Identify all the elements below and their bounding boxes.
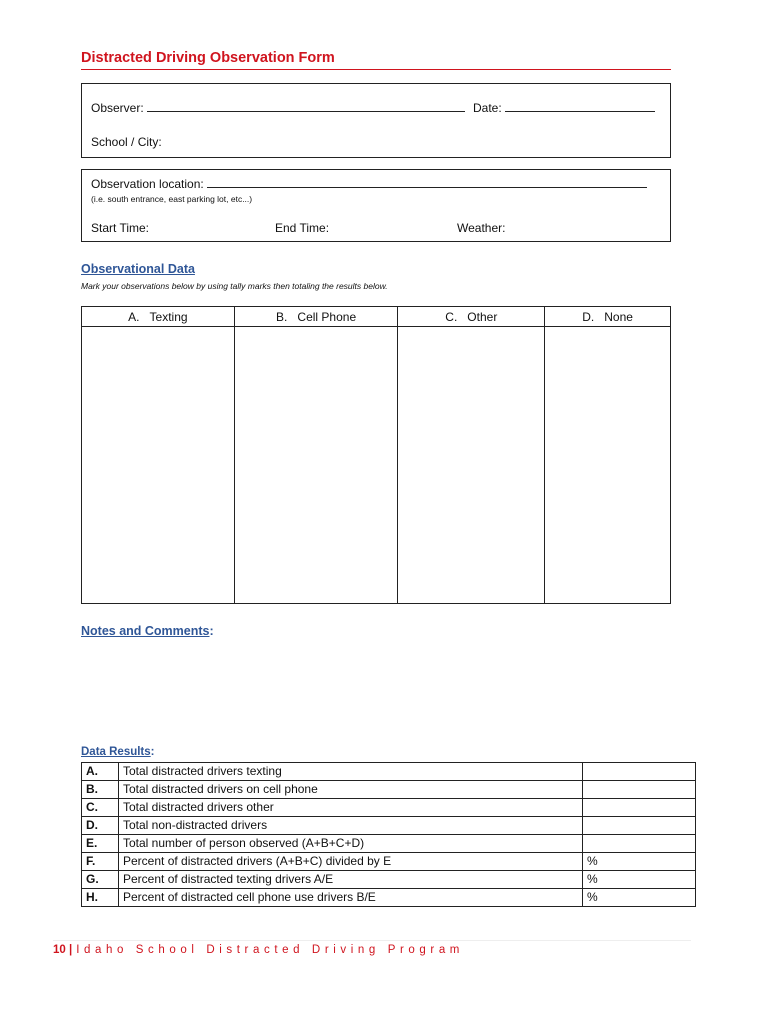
observational-instruction: Mark your observations below by using tally marks then totaling the results below. (81, 281, 388, 291)
results-row (82, 763, 696, 781)
observational-data-heading: Observational Data (81, 262, 195, 276)
observer-field[interactable] (91, 100, 465, 115)
page-footer (53, 944, 464, 956)
tally-cell-other[interactable] (398, 327, 545, 604)
location-hint: (i.e. south entrance, east parking lot, etc...) (91, 194, 253, 204)
row-value-cell[interactable]: % (583, 889, 696, 907)
page-number: 10 (53, 944, 66, 956)
row-letter: D. (82, 817, 119, 835)
observer-info-box (81, 83, 671, 158)
row-letter: B. (82, 781, 119, 799)
row-letter: H. (82, 889, 119, 907)
row-text: Percent of distracted cell phone use drivers B/E (119, 889, 583, 907)
column-label: Texting (149, 309, 188, 324)
row-letter: C. (82, 799, 119, 817)
weather-field[interactable] (457, 221, 505, 235)
tally-entry-row (82, 327, 671, 604)
row-value-cell[interactable] (583, 817, 696, 835)
row-text: Percent of distracted texting drivers A/E (119, 871, 583, 889)
column-label: Other (467, 309, 498, 324)
row-value-cell[interactable] (583, 763, 696, 781)
column-letter: B. (276, 309, 288, 324)
date-field[interactable] (473, 100, 655, 115)
end-time-field[interactable] (275, 221, 329, 235)
row-letter: G. (82, 871, 119, 889)
row-value-cell[interactable]: % (583, 853, 696, 871)
results-heading: Data Results (81, 746, 151, 758)
row-text: Total number of person observed (A+B+C+D) (119, 835, 583, 853)
location-blank (207, 176, 647, 188)
notes-heading-wrap (81, 624, 214, 638)
footer-program-name: Idaho School Distracted Driving Program (76, 944, 464, 956)
school-city-label: School / City: (91, 135, 162, 149)
tally-header-texting (82, 307, 235, 327)
column-letter: C. (445, 309, 458, 324)
row-letter: E. (82, 835, 119, 853)
notes-area[interactable] (81, 646, 671, 736)
page-title: Distracted Driving Observation Form (81, 49, 671, 70)
column-letter: A. (128, 309, 140, 324)
start-time-field[interactable] (91, 221, 149, 235)
tally-table (81, 306, 671, 604)
observation-location-box (81, 169, 671, 242)
row-value-cell[interactable] (583, 781, 696, 799)
start-time-label: Start Time: (91, 221, 150, 235)
tally-header-cell-phone (234, 307, 398, 327)
results-row (82, 835, 696, 853)
results-row (82, 853, 696, 871)
column-label: None (604, 309, 633, 324)
location-field[interactable] (91, 176, 647, 191)
tally-header-other (398, 307, 545, 327)
row-value-cell[interactable] (583, 799, 696, 817)
school-city-field[interactable] (91, 135, 162, 149)
results-colon: : (150, 746, 155, 758)
tally-cell-none[interactable] (545, 327, 671, 604)
tally-header-none (545, 307, 671, 327)
footer-separator: | (69, 944, 73, 956)
notes-heading: Notes and Comments (81, 624, 210, 638)
end-time-label: End Time: (275, 221, 330, 235)
row-value-cell[interactable]: % (583, 871, 696, 889)
row-text: Total distracted drivers other (119, 799, 583, 817)
row-text: Total distracted drivers on cell phone (119, 781, 583, 799)
column-label: Cell Phone (297, 309, 357, 324)
results-row (82, 817, 696, 835)
column-letter: D. (582, 309, 595, 324)
row-text: Total distracted drivers texting (119, 763, 583, 781)
row-letter: A. (82, 763, 119, 781)
tally-cell-cell-phone[interactable] (234, 327, 398, 604)
date-label: Date: (473, 101, 502, 115)
location-label: Observation location: (91, 177, 204, 191)
date-blank (505, 100, 655, 112)
row-value-cell[interactable] (583, 835, 696, 853)
row-letter: F. (82, 853, 119, 871)
tally-header-row (82, 307, 671, 327)
notes-colon: : (209, 624, 214, 638)
observer-blank (147, 100, 465, 112)
row-text: Total non-distracted drivers (119, 817, 583, 835)
results-table (81, 762, 696, 907)
results-row (82, 799, 696, 817)
footer-divider (53, 940, 691, 941)
row-text: Percent of distracted drivers (A+B+C) divided by E (119, 853, 583, 871)
results-row (82, 781, 696, 799)
results-row (82, 871, 696, 889)
results-heading-wrap (81, 746, 155, 758)
tally-cell-texting[interactable] (82, 327, 235, 604)
weather-label: Weather: (457, 221, 506, 235)
results-row (82, 889, 696, 907)
observer-label: Observer: (91, 101, 144, 115)
